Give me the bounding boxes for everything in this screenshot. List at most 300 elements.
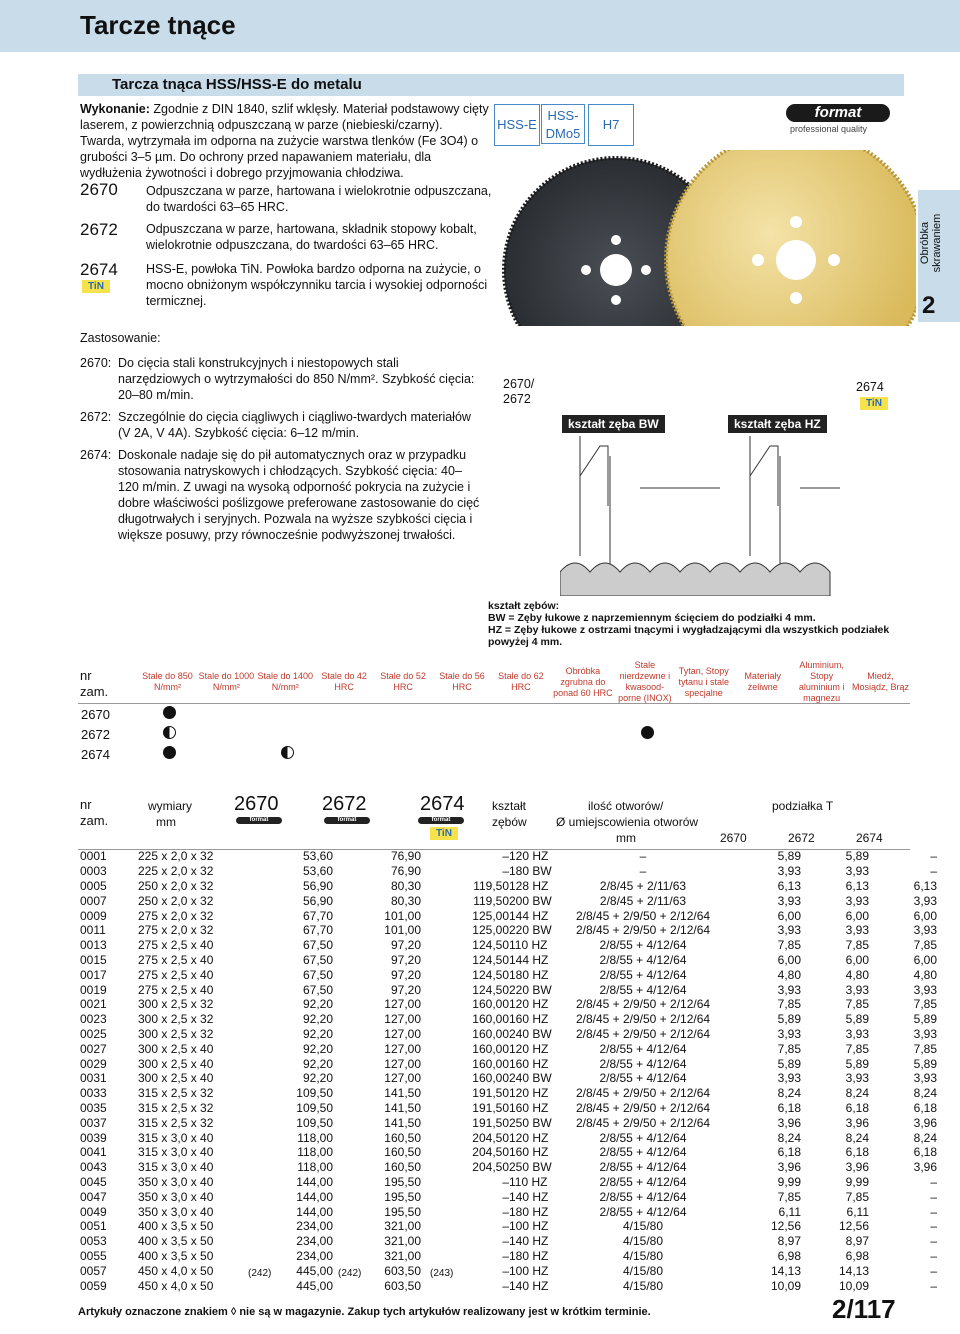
dimensions: 315 x 3,0 x 40 <box>138 1160 214 1175</box>
material-table-head <box>80 668 108 700</box>
order-number: 0041 <box>80 1145 107 1160</box>
tooth-shape: 144 HZ <box>509 908 549 923</box>
price-2674: 204,50 <box>472 1130 509 1145</box>
pitch-2672: 5,89 <box>845 849 869 864</box>
holes: 2/8/45 + 2/11/63 <box>599 878 687 893</box>
dimensions: 315 x 2,5 x 32 <box>138 1115 214 1130</box>
half-dot-icon <box>163 726 176 739</box>
table-row <box>80 849 937 864</box>
price-2672: 80,30 <box>390 893 421 908</box>
pitch-2670: 8,24 <box>777 1130 801 1145</box>
price-2672: 101,00 <box>384 908 421 923</box>
pitch-2670: 8,97 <box>777 1234 801 1249</box>
application-text: Doskonale nadaje się do pił automatycznych oraz w przypadku stosowania natryskowych i chłodzących. Szybkość cięcia: 40–120 m/min. Z uwagi na wysoką odporność pokrycia na zużycie i dobre właściwości poślizgowe preferowane zastosowanie do cięć długotrwałych i seryjnych. Pozwala na wyższe szybkości cięcia i większe posuwy, przy równocześnie podwyższonej trwałości. <box>118 448 480 542</box>
price-2674: 160,00 <box>472 1026 509 1041</box>
dimensions: 275 x 2,5 x 40 <box>138 938 214 953</box>
holes: 2/8/55 + 4/12/64 <box>599 967 687 982</box>
price-2670: 92,20 <box>302 997 333 1012</box>
dt-head-2672: 2672 <box>322 793 367 815</box>
dimensions: 315 x 3,0 x 40 <box>138 1145 214 1160</box>
material-row-code: 2672 <box>81 726 110 742</box>
pitch-2674: 7,85 <box>913 938 937 953</box>
table-row <box>80 982 937 997</box>
pitch-2672: 3,93 <box>845 864 869 879</box>
pitch-2670: 5,89 <box>777 849 801 864</box>
order-number: 0017 <box>80 967 107 982</box>
dt-head-2674: 2674 <box>420 793 465 815</box>
tooth-label-left: 2670/ 2672 <box>503 377 535 406</box>
price-2672: 321,00 <box>384 1248 421 1263</box>
material-cell <box>677 704 736 724</box>
dimensions: 400 x 3,5 x 50 <box>138 1248 214 1263</box>
price-2674: – <box>502 1263 509 1278</box>
pitch-2672: 9,99 <box>845 1174 869 1189</box>
dimensions: 275 x 2,0 x 32 <box>138 908 214 923</box>
application-text: Do cięcia stali konstrukcyjnych i niestopowych stali narzędziowych o wytrzymałości do 850 N/mm². Szybkość cięcia: 20–80 m/min. <box>118 356 475 402</box>
pitch-2674: 6,18 <box>913 1145 937 1160</box>
pitch-2670: 5,89 <box>777 1056 801 1071</box>
tooth-shape: 220 BW <box>509 923 552 938</box>
tooth-hz-label: kształt zęba HZ <box>728 415 827 433</box>
pitch-2670: 7,85 <box>777 1041 801 1056</box>
material-cell <box>258 724 317 744</box>
material-col: Stale nierdzewne i kwasood- porne (INOX) <box>618 660 672 703</box>
pitch-2672: 3,96 <box>845 1115 869 1130</box>
price-2672: 195,50 <box>384 1189 421 1204</box>
pitch-2674: 3,93 <box>913 923 937 938</box>
table-row <box>80 1071 937 1086</box>
pitch-2674: – <box>930 1263 937 1278</box>
tooth-shape: 128 HZ <box>509 878 549 893</box>
price-2670: 109,50 <box>296 1086 333 1101</box>
tooth-legend <box>488 600 908 648</box>
tooth-shape: 120 HZ <box>509 1041 549 1056</box>
dt-head-nr: nr <box>80 797 92 812</box>
price-2672: 127,00 <box>384 1056 421 1071</box>
price-2672: 97,20 <box>390 938 421 953</box>
pitch-2672: 8,24 <box>845 1130 869 1145</box>
price-2674: 124,50 <box>472 938 509 953</box>
pitch-2672: 3,93 <box>845 1071 869 1086</box>
dt-head-otwory: ilość otworów/ <box>588 799 664 813</box>
material-cell <box>854 704 913 724</box>
order-number: 0025 <box>80 1026 107 1041</box>
order-number: 0053 <box>80 1234 107 1249</box>
material-col: Stale do 1000 N/mm² <box>198 671 255 692</box>
material-cell <box>376 744 435 764</box>
dimensions: 225 x 2,0 x 32 <box>138 864 214 879</box>
material-cell <box>795 744 854 764</box>
tooth-legend-hz: HZ = Zęby łukowe z ostrzami tnącymi i wygładzającymi dla wszystkich podziałek powyżej 4 mm. <box>488 624 890 648</box>
footer-note: Artykuły oznaczone znakiem ◊ nie są w magazynie. Zakup tych artykułów realizowany jest w krótkim terminie. <box>78 1306 651 1318</box>
pitch-2672: 5,89 <box>845 1012 869 1027</box>
pitch-2674: 3,93 <box>913 1026 937 1041</box>
material-row <box>80 724 913 744</box>
dt-head-ksztalt: kształt <box>492 799 527 813</box>
price-2674: – <box>502 1219 509 1234</box>
holes: 4/15/80 <box>622 1234 664 1249</box>
pitch-2674: – <box>930 1189 937 1204</box>
price-2672: 321,00 <box>384 1219 421 1234</box>
price-2672: 76,90 <box>390 864 421 879</box>
dt-head-zebow: zębów <box>492 815 527 829</box>
pitch-2670: 6,98 <box>777 1248 801 1263</box>
pitch-2670: 3,96 <box>777 1115 801 1130</box>
table-row <box>80 893 937 908</box>
dimensions: 300 x 2,5 x 40 <box>138 1041 214 1056</box>
variant-desc-2674: HSS-E, powłoka TiN. Powłoka bardzo odporna na zużycie, o mocno obniżonym współczynniku tarcia i wysokiej odporności termicznej. <box>146 262 488 308</box>
price-2672: 97,20 <box>390 967 421 982</box>
price-2672: 127,00 <box>384 1026 421 1041</box>
holes: 2/8/55 + 4/12/64 <box>599 1071 687 1086</box>
order-number: 0049 <box>80 1204 107 1219</box>
pitch-2672: 7,85 <box>845 1041 869 1056</box>
pitch-2670: 12,56 <box>770 1219 801 1234</box>
material-cell <box>258 744 317 764</box>
order-number: 0035 <box>80 1100 107 1115</box>
material-cell <box>736 724 795 744</box>
table-row <box>80 1130 937 1145</box>
holes: 2/8/55 + 4/12/64 <box>599 1041 687 1056</box>
material-cell <box>317 724 376 744</box>
material-col: Stale do 1400 N/mm² <box>257 671 314 692</box>
pitch-2674: – <box>930 864 937 879</box>
applications-list <box>80 355 480 543</box>
table-row <box>80 938 937 953</box>
holes: 2/8/45 + 2/9/50 + 2/12/64 <box>575 1026 711 1041</box>
pitch-2670: 3,96 <box>777 1160 801 1175</box>
application-2672 <box>80 409 480 441</box>
pitch-2674: – <box>930 1219 937 1234</box>
application-2674 <box>80 447 480 543</box>
dimensions: 225 x 2,0 x 32 <box>138 849 214 864</box>
material-cell <box>317 704 376 724</box>
holes: 4/15/80 <box>622 1219 664 1234</box>
price-2672: 141,50 <box>384 1086 421 1101</box>
tooth-shape: 120 HZ <box>509 997 549 1012</box>
price-2674: 160,00 <box>472 1012 509 1027</box>
tooth-label-right: 2674 <box>856 380 884 394</box>
material-col: Aluminium, Stopy aluminium i magnezu <box>798 660 845 703</box>
order-number: 0029 <box>80 1056 107 1071</box>
spec-box-h7: H7 <box>588 104 634 146</box>
material-col: Stale do 56 HRC <box>439 671 485 692</box>
order-number: 0007 <box>80 893 107 908</box>
application-code: 2674: <box>80 448 112 462</box>
price-2670: 234,00 <box>296 1248 333 1263</box>
pitch-2672: 6,00 <box>845 908 869 923</box>
material-row <box>80 704 913 724</box>
price-2672: 141,50 <box>384 1115 421 1130</box>
holes: 2/8/55 + 4/12/64 <box>599 982 687 997</box>
material-cell <box>854 744 913 764</box>
tooth-shape: 110 HZ <box>509 1174 548 1189</box>
pitch-2670: 6,13 <box>777 878 801 893</box>
price-2670: 67,50 <box>302 952 333 967</box>
dt-head-2670: 2670 <box>234 793 279 815</box>
pitch-2674: – <box>930 1204 937 1219</box>
material-col: Materiały żeliwne <box>744 671 781 692</box>
page-number: 2/117 <box>832 1294 896 1324</box>
price-2674: – <box>502 1204 509 1219</box>
tooth-shape: 250 BW <box>509 1115 552 1130</box>
variant-code-2670: 2670 <box>80 180 118 199</box>
tin-badge: TiN <box>82 280 110 293</box>
dimensions: 300 x 2,5 x 32 <box>138 1026 214 1041</box>
intro-text <box>80 101 490 181</box>
dt-head-zam: zam. <box>80 813 109 828</box>
pitch-2670: 14,13 <box>770 1263 801 1278</box>
price-2672: 603,50 <box>384 1263 421 1278</box>
pitch-2670: 7,85 <box>777 997 801 1012</box>
price-2672: 160,50 <box>384 1145 421 1160</box>
pitch-2672: 10,09 <box>838 1278 869 1293</box>
dt-head-tin: TiN <box>430 827 458 840</box>
full-dot-icon <box>163 706 176 719</box>
price-2670: 92,20 <box>302 1026 333 1041</box>
tooth-shape: 200 BW <box>509 893 552 908</box>
pitch-2674: 6,00 <box>913 952 937 967</box>
price-2674: – <box>502 1248 509 1263</box>
price-2674: 160,00 <box>472 997 509 1012</box>
pitch-2674: – <box>930 1234 937 1249</box>
price-2672: 127,00 <box>384 997 421 1012</box>
material-cell <box>854 724 913 744</box>
table-row <box>80 1086 937 1101</box>
spec-box-hss-e: HSS-E <box>494 104 540 146</box>
pitch-2670: 10,09 <box>770 1278 801 1293</box>
pitch-2670: 5,89 <box>777 1012 801 1027</box>
price-2674: 124,50 <box>472 982 509 997</box>
price-2674: 125,00 <box>472 908 509 923</box>
table-row <box>80 997 937 1012</box>
material-cell <box>677 724 736 744</box>
tooth-shape: 140 HZ <box>509 1278 549 1293</box>
tooth-bw-label: kształt zęba BW <box>562 415 665 433</box>
tooth-shape: 160 HZ <box>509 1056 549 1071</box>
pitch-2670: 7,85 <box>777 1189 801 1204</box>
pitch-2672: 3,93 <box>845 982 869 997</box>
order-number: 0047 <box>80 1189 107 1204</box>
holes: 4/15/80 <box>622 1263 664 1278</box>
price-2670: 234,00 <box>296 1219 333 1234</box>
dimensions: 315 x 3,0 x 40 <box>138 1130 214 1145</box>
dimensions: 350 x 3,0 x 40 <box>138 1204 214 1219</box>
material-col: Stale do 62 HRC <box>498 671 544 692</box>
material-cell <box>736 744 795 764</box>
order-number: 0055 <box>80 1248 107 1263</box>
variant-code-2674: 2674 <box>80 260 118 279</box>
holes: 2/8/55 + 4/12/64 <box>599 1056 687 1071</box>
material-col: Obróbka zgrubna do ponad 60 HRC <box>553 665 613 698</box>
holes: 2/8/45 + 2/9/50 + 2/12/64 <box>575 1100 711 1115</box>
holes: 2/8/55 + 4/12/64 <box>599 952 687 967</box>
price-2670: 92,20 <box>302 1041 333 1056</box>
pitch-2670: 3,93 <box>777 1071 801 1086</box>
pitch-2674: 5,89 <box>913 1056 937 1071</box>
data-table-header: nr zam. wymiary mm 2670 format 2672 format 2674 format TiN kształt zębów ilość otworów/ Ø umiejscowienia otworów mm podziałka T 2670 2672 2674 <box>80 793 883 845</box>
table-row <box>80 923 937 938</box>
price-2674: 124,50 <box>472 952 509 967</box>
pitch-2670: 7,85 <box>777 938 801 953</box>
pitch-2672: 7,85 <box>845 1189 869 1204</box>
material-cell <box>376 704 435 724</box>
logo-tagline: professional quality <box>790 124 868 134</box>
material-cell <box>140 704 199 724</box>
pitch-2674: 3,96 <box>913 1115 937 1130</box>
table-row <box>80 1219 937 1234</box>
pitch-2674: 3,93 <box>913 1071 937 1086</box>
price-2674: 119,50 <box>473 878 509 893</box>
holes: 2/8/55 + 4/12/64 <box>599 1145 687 1160</box>
price-2672: 127,00 <box>384 1071 421 1086</box>
table-row <box>80 1234 937 1249</box>
order-number: 0037 <box>80 1115 107 1130</box>
price-2672: 76,90 <box>390 849 421 864</box>
footnote-2670: (242) <box>248 1268 272 1279</box>
variant-desc-2670: Odpuszczana w parze, hartowana i wielokrotnie odpuszczana, do twardości 63–65 HRC. <box>146 184 492 214</box>
order-number: 0043 <box>80 1160 107 1175</box>
price-2670: 56,90 <box>302 878 333 893</box>
price-2672: 127,00 <box>384 1012 421 1027</box>
variant-desc-2672: Odpuszczana w parze, hartowana, składnik stopowy kobalt, wielokrotnie odpuszczana, do twardości 63–65 HRC. <box>146 222 477 252</box>
dimensions: 400 x 3,5 x 50 <box>138 1234 214 1249</box>
side-tab-number: 2 <box>922 292 936 319</box>
pitch-2670: 3,93 <box>777 923 801 938</box>
table-row <box>80 1041 937 1056</box>
table-row <box>80 1145 937 1160</box>
pitch-2670: 3,93 <box>777 864 801 879</box>
table-row <box>80 967 937 982</box>
pitch-2674: 6,13 <box>913 878 937 893</box>
material-rows <box>80 704 913 764</box>
pitch-2674: 8,24 <box>913 1130 937 1145</box>
order-number: 0013 <box>80 938 107 953</box>
full-dot-icon <box>641 726 654 739</box>
order-number: 0021 <box>80 997 107 1012</box>
dt-head-otwory-mm: mm <box>616 831 636 845</box>
footnote-2672: (242) <box>338 1268 362 1279</box>
table-row <box>80 864 937 879</box>
material-cell <box>736 704 795 724</box>
table-row <box>80 908 937 923</box>
price-2674: 160,00 <box>472 1041 509 1056</box>
intro-body: Zgodnie z DIN 1840, szlif wklęsły. Materiał podstawowy cięty laserem, z powierzchnią odpuszczaną w parze (niebieski/czarny). Twarda, wytrzymała im odporna na zużycie warstwa tlenków (Fe 3O4) o grubości 3–5 µm. Do ochrony przed napawaniem materiału, dla wydłużenia żywotności i dobrego przyjmowania chłodziwa. <box>80 102 489 180</box>
tooth-shape: 144 HZ <box>509 952 549 967</box>
price-2672: 97,20 <box>390 952 421 967</box>
price-2670: 67,50 <box>302 967 333 982</box>
pitch-2672: 6,11 <box>846 1204 869 1219</box>
pitch-2674: 7,85 <box>913 997 937 1012</box>
price-2672: 603,50 <box>384 1278 421 1293</box>
material-cell <box>618 704 677 724</box>
price-2670: 67,50 <box>302 982 333 997</box>
price-2670: 234,00 <box>296 1234 333 1249</box>
price-2672: 127,00 <box>384 1041 421 1056</box>
holes: 2/8/45 + 2/9/50 + 2/12/64 <box>575 1115 711 1130</box>
price-2670: 67,50 <box>302 938 333 953</box>
material-cell <box>618 724 677 744</box>
application-text: Szczególnie do cięcia ciągliwych i ciągliwo-twardych materiałów (V 2A, V 4A). Szybkość cięcia: 6–12 m/min. <box>118 410 471 440</box>
pitch-2672: 8,24 <box>845 1086 869 1101</box>
holes: – <box>639 864 647 879</box>
price-2674: 204,50 <box>472 1160 509 1175</box>
price-2670: 92,20 <box>302 1056 333 1071</box>
price-2670: 118,00 <box>297 1145 333 1160</box>
spec-box-hss-dmo5: HSS-DMo5 <box>541 104 585 144</box>
holes: 2/8/45 + 2/9/50 + 2/12/64 <box>575 997 711 1012</box>
price-2670: 118,00 <box>297 1130 333 1145</box>
material-col: Stale do 42 HRC <box>321 671 367 692</box>
pitch-2672: 3,93 <box>845 893 869 908</box>
tooth-shape: 120 HZ <box>509 849 549 864</box>
order-number: 0051 <box>80 1219 107 1234</box>
tooth-shape: 220 BW <box>509 982 552 997</box>
price-2670: 67,70 <box>302 923 333 938</box>
side-tab-line1: Obróbka <box>919 221 931 265</box>
material-col: Stale do 850 N/mm² <box>142 671 193 692</box>
material-columns <box>138 660 910 704</box>
pitch-2674: – <box>930 1248 937 1263</box>
order-number: 0057 <box>80 1263 107 1278</box>
dimensions: 275 x 2,5 x 40 <box>138 952 214 967</box>
holes: 2/8/45 + 2/9/50 + 2/12/64 <box>575 923 711 938</box>
dimensions: 450 x 4,0 x 50 <box>138 1263 214 1278</box>
holes: 2/8/55 + 4/12/64 <box>599 1189 687 1204</box>
material-cell <box>140 744 199 764</box>
dimensions: 300 x 2,5 x 32 <box>138 1012 214 1027</box>
dimensions: 300 x 2,5 x 32 <box>138 997 214 1012</box>
pitch-2674: – <box>930 1174 937 1189</box>
pitch-2672: 6,18 <box>845 1100 869 1115</box>
holes: 4/15/80 <box>622 1278 664 1293</box>
order-number: 0059 <box>80 1278 107 1293</box>
material-cell <box>435 724 494 744</box>
dimensions: 400 x 3,5 x 50 <box>138 1219 214 1234</box>
dt-head-otwory2: Ø umiejscowienia otworów <box>556 815 699 829</box>
table-row <box>80 1101 937 1116</box>
order-number: 0039 <box>80 1130 107 1145</box>
material-row-code: 2670 <box>81 706 110 722</box>
price-2674: 160,00 <box>472 1071 509 1086</box>
holes: 2/8/55 + 4/12/64 <box>599 1204 687 1219</box>
price-2670: 144,00 <box>296 1189 333 1204</box>
holes: 2/8/55 + 4/12/64 <box>599 938 687 953</box>
material-row-code: 2674 <box>81 746 110 762</box>
price-2674: 124,50 <box>472 967 509 982</box>
material-cell <box>618 744 677 764</box>
pitch-2670: 6,18 <box>777 1145 801 1160</box>
application-code: 2672: <box>80 410 112 424</box>
pitch-2670: 6,00 <box>777 952 801 967</box>
material-cell <box>553 724 618 744</box>
material-cell <box>199 724 258 744</box>
table-row <box>80 1175 937 1190</box>
pitch-2670: 9,99 <box>777 1174 801 1189</box>
price-2674: – <box>502 1278 509 1293</box>
pitch-2672: 4,80 <box>845 967 869 982</box>
holes: 2/8/45 + 2/9/50 + 2/12/64 <box>575 1086 711 1101</box>
data-table <box>80 821 937 1293</box>
material-cell <box>258 704 317 724</box>
dimensions: 450 x 4,0 x 50 <box>138 1278 214 1293</box>
pitch-2672: 6,98 <box>845 1248 869 1263</box>
order-number: 0019 <box>80 982 107 997</box>
price-2670: 109,50 <box>296 1115 333 1130</box>
price-2670: 144,00 <box>296 1174 333 1189</box>
price-2672: 195,50 <box>384 1174 421 1189</box>
dimensions: 300 x 2,5 x 40 <box>138 1056 214 1071</box>
